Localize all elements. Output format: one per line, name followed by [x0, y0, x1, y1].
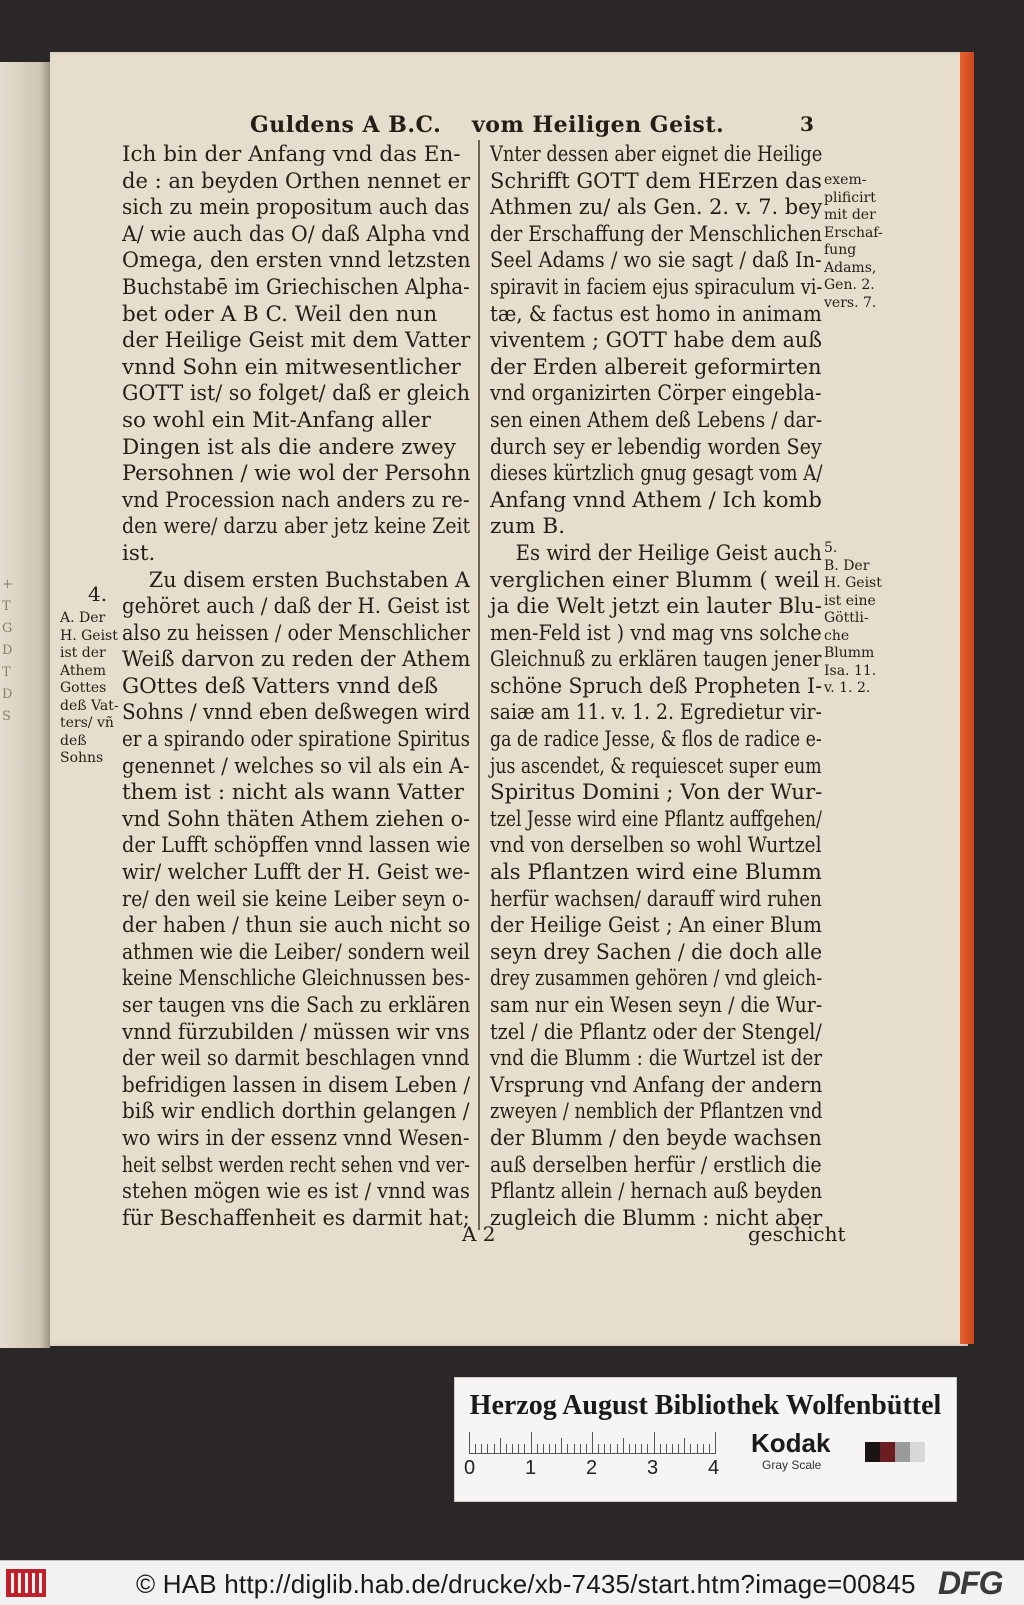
margin-note-right-2	[824, 540, 882, 698]
ruler-tick	[617, 1444, 618, 1454]
text-line: drey zusammen gehören / vnd gleich-	[490, 966, 823, 992]
text-line: biß wir endlich dorthin gelangen /	[122, 1099, 470, 1125]
text-line: der Heilige Geist ; An einer Blum	[490, 913, 822, 939]
ruler-tick	[580, 1444, 581, 1454]
ruler-tick	[549, 1444, 550, 1454]
text-line: A/ wie auch das O/ daß Alpha vnd	[122, 221, 471, 247]
ruler-tick	[494, 1444, 495, 1454]
margin-note-line: H. Geist	[824, 575, 882, 591]
margin-note-line: v. 1. 2.	[824, 680, 871, 696]
left-text-column	[122, 142, 470, 1232]
text-line: Schrifft GOTT dem HErzen das	[490, 168, 822, 194]
text-line: vnnd Sohn ein mitwesentlicher	[122, 354, 461, 380]
ruler-number: 1	[525, 1457, 537, 1479]
right-text-column	[490, 142, 822, 1232]
ruler-tick	[660, 1444, 661, 1454]
ruler-tick	[715, 1432, 716, 1454]
text-line: re/ den weil sie keine Leiber seyn o-	[122, 886, 470, 912]
text-line: Es wird der Heilige Geist auch	[515, 540, 822, 566]
text-line: der Heilige Geist mit dem Vatter	[122, 328, 471, 354]
text-line: befridigen lassen in disem Leben /	[122, 1072, 471, 1098]
text-line: vnd Procession nach anders zu re-	[122, 487, 470, 513]
ruler-tick	[666, 1444, 667, 1454]
ruler-tick	[623, 1438, 624, 1454]
ruler-tick	[475, 1444, 476, 1454]
margin-note-line: A. Der	[60, 610, 106, 626]
text-line: der Erden albereit geformirten	[490, 354, 822, 380]
ruler-tick	[561, 1438, 562, 1454]
text-line: Gleichnuß zu erklären taugen jener	[490, 647, 822, 673]
ruler-tick	[592, 1432, 593, 1454]
hab-logo-icon	[6, 1569, 46, 1597]
ruler-tick	[654, 1432, 655, 1454]
ruler-tick	[543, 1444, 544, 1454]
ruler-tick	[512, 1444, 513, 1454]
text-line: ist.	[122, 540, 156, 566]
ruler-tick	[709, 1444, 710, 1454]
ruler-tick	[518, 1444, 519, 1454]
text-line: den were/ darzu aber jetz keine Zeit	[122, 514, 471, 540]
text-line: Omega, den ersten vnnd letzsten	[122, 248, 471, 274]
color-target-card	[454, 1377, 957, 1502]
text-line: wo wirs in der essenz vnnd Wesen-	[122, 1125, 470, 1151]
margin-note-line: Gen. 2.	[824, 277, 875, 293]
text-line: der Blumm / den beyde wachsen	[490, 1125, 822, 1151]
scale-ruler	[464, 1430, 720, 1479]
text-line: Weiß darvon zu reden der Athem	[122, 647, 471, 673]
text-line: GOttes deß Vatters vnnd deß	[122, 673, 439, 699]
text-line: Ich bin der Anfang vnd das En-	[122, 142, 461, 167]
running-title-left: Guldens A B.C.	[250, 112, 442, 138]
text-line: wir/ welcher Lufft der H. Geist we-	[122, 860, 471, 886]
text-line: tzel / die Pflantz oder der Stengel/	[490, 1019, 822, 1045]
text-line: saiæ am 11. v. 1. 2. Egredietur vir-	[490, 700, 822, 726]
text-line: heit selbst werden recht sehen vnd ver-	[122, 1152, 470, 1178]
ruler-tick	[697, 1444, 698, 1454]
margin-note-line: Athem	[60, 662, 107, 679]
margin-note-right-1	[824, 172, 883, 312]
bleed-char: D	[2, 643, 13, 658]
margin-note-line: Blumm	[824, 645, 875, 661]
ruler-tick	[610, 1444, 611, 1454]
ruler-tick	[678, 1444, 679, 1454]
margin-note-line: exem-	[824, 172, 867, 188]
ruler-tick	[598, 1444, 599, 1454]
footer-bar	[0, 1560, 1024, 1605]
ruler-tick	[690, 1444, 691, 1454]
ruler-tick	[537, 1444, 538, 1454]
text-line: ser taugen vns die Sach zu erklären	[122, 993, 471, 1018]
text-line: vnd die Blumm : die Wurtzel ist der	[490, 1046, 823, 1072]
footer-url-text[interactable]: © HAB http://diglib.hab.de/drucke/xb-7435/start.htm?image=00845	[136, 1569, 916, 1599]
text-line: sen einen Athem deß Lebens / dar-	[490, 407, 823, 433]
margin-note-line: 5.	[824, 540, 838, 556]
text-line: athmen wie die Leiber/ sondern weil	[122, 939, 470, 965]
text-line: gehöret auch / daß der H. Geist ist	[122, 594, 470, 620]
text-line: der weil so darmit beschlagen vnnd	[122, 1046, 470, 1072]
text-line: Anfang vnnd Athem / Ich komb	[490, 487, 822, 513]
margin-note-line: H. Geist	[60, 627, 118, 644]
ruler-tick	[567, 1444, 568, 1454]
gray-patches	[865, 1442, 925, 1462]
section-number: 4.	[88, 582, 108, 606]
kodak-logo: Kodak	[751, 1428, 831, 1458]
text-line: seyn drey Sachen / die doch alle	[490, 939, 823, 965]
dfg-logo: DFG	[938, 1565, 1003, 1601]
column-rule	[478, 140, 480, 1230]
text-line: Pflantz allein / hernach auß beyden	[490, 1179, 823, 1205]
text-line: them ist : nicht als wann Vatter	[122, 780, 464, 806]
margin-note-line: fung	[824, 242, 857, 258]
text-line: de : an beyden Orthen nennet er	[122, 168, 471, 194]
text-line: spiravit in faciem ejus spiraculum vi-	[490, 274, 823, 300]
margin-note-line: ist eine	[824, 592, 876, 609]
text-line: Zu disem ersten Buchstaben A	[148, 567, 470, 593]
ruler-tick	[684, 1438, 685, 1454]
text-line: keine Menschliche Gleichnussen bes-	[122, 966, 471, 992]
ruler-tick	[647, 1444, 648, 1454]
catchword: geschicht	[748, 1222, 846, 1246]
margin-note-line: Isa. 11.	[824, 662, 877, 679]
text-line: GOTT ist/ so folget/ daß er gleich	[122, 381, 471, 407]
text-line: also zu heissen / oder Menschlicher	[122, 620, 471, 646]
ruler-tick	[604, 1444, 605, 1454]
text-line: stehen mögen wie es ist / vnnd was	[122, 1179, 470, 1205]
ruler-number: 2	[586, 1457, 598, 1479]
card-title: Herzog August Bibliothek Wolfenbüttel	[469, 1390, 942, 1421]
bleed-char: D	[2, 687, 13, 702]
text-line: sich zu mein propositum auch das	[122, 195, 470, 221]
text-line: zweyen / nemblich der Pflantzen vnd	[490, 1099, 823, 1125]
margin-note-line: plificirt	[824, 189, 876, 206]
ruler-tick	[531, 1432, 532, 1454]
bleed-char: +	[2, 577, 13, 592]
bleed-char: G	[2, 621, 13, 636]
ruler-tick	[586, 1444, 587, 1454]
text-line: Persohnen / wie wol der Persohn	[122, 461, 471, 487]
text-line: der Lufft schöpffen vnnd lassen wie	[122, 833, 471, 859]
text-line: herfür wachsen/ darauff wird ruhen	[490, 886, 822, 912]
text-line: viventem ; GOTT habe dem auß	[490, 328, 823, 354]
ruler-number: 4	[708, 1457, 720, 1479]
text-line: der Erschaffung der Menschlichen	[490, 221, 823, 247]
text-line: men-Feld ist ) vnd mag vns solche	[490, 620, 822, 646]
ruler-number: 3	[647, 1457, 659, 1479]
ruler-number: 0	[464, 1457, 476, 1479]
text-line: so wohl ein Mit-Anfang aller	[122, 407, 431, 433]
bleed-char: T	[2, 599, 11, 614]
text-line: Dingen ist als die andere zwey	[122, 434, 456, 460]
text-line: tæ, & factus est homo in animam	[490, 301, 822, 327]
text-line: vnnd fürzubilden / müssen wir vns	[122, 1019, 470, 1045]
text-line: als Pflantzen wird eine Blumm	[490, 860, 822, 886]
ruler-tick	[574, 1444, 575, 1454]
ruler-tick	[469, 1432, 470, 1454]
text-line: auß derselben herfür / erstlich die	[490, 1152, 822, 1178]
text-line: jus ascendet, & requiescet super eum	[490, 753, 822, 779]
text-line: schöne Spruch deß Propheten I-	[490, 673, 823, 699]
text-line: der haben / thun sie auch nicht so	[122, 913, 471, 939]
text-line: dieses kürtzlich gnug gesagt vom A/	[490, 461, 823, 487]
ruler-tick	[555, 1444, 556, 1454]
ruler-tick	[487, 1444, 488, 1454]
text-line: verglichen einer Blumm ( weil	[490, 567, 820, 593]
text-line: zum B.	[490, 514, 566, 540]
signature-mark: A 2	[462, 1222, 496, 1246]
text-line: ja die Welt jetzt ein lauter Blu-	[490, 594, 822, 620]
text-line: ga de radice Jesse, & flos de radice e-	[490, 727, 822, 753]
ruler-tick	[524, 1444, 525, 1454]
text-line: Vnter dessen aber eignet die Heilige	[490, 142, 823, 167]
margin-note-line: Gottes	[60, 680, 107, 696]
margin-note-line: deß	[60, 732, 87, 749]
text-line: tzel Jesse wird eine Pflantz auffgehen/	[490, 806, 822, 832]
margin-note-line: che	[824, 627, 850, 644]
running-title-right: vom Heiligen Geist.	[472, 112, 725, 138]
margin-note-line: Sohns	[60, 750, 104, 766]
margin-note-line: B. Der	[824, 557, 870, 574]
text-line: Vrsprung vnd Anfang der andern	[490, 1072, 823, 1098]
gray-scale-label: Gray Scale	[762, 1458, 822, 1472]
page-edge-red	[960, 52, 974, 1344]
ruler-tick	[641, 1444, 642, 1454]
text-line: durch sey er lebendig worden Sey	[490, 434, 822, 460]
page-number: 3	[800, 112, 814, 136]
text-line: Sohns / vnnd eben deßwegen wird	[122, 700, 471, 726]
text-line: Buchstabē im Griechischen Alpha-	[122, 274, 470, 300]
text-line: sam nur ein Wesen seyn / die Wur-	[490, 993, 823, 1018]
bleed-char: S	[2, 709, 11, 724]
text-line: vnd organizirten Cörper eingebla-	[490, 381, 822, 407]
margin-note-line: Erschaf-	[824, 224, 883, 241]
text-line: bet oder A B C. Weil den nun	[122, 301, 438, 327]
text-line: vnd Sohn thäten Athem ziehen o-	[122, 806, 470, 832]
text-line: er a spirando oder spiratione Spiritus	[122, 727, 471, 753]
ruler-tick	[629, 1444, 630, 1454]
text-line: für Beschaffenheit es darmit hat;	[122, 1205, 470, 1231]
text-line: Seel Adams / wo sie sagt / daß In-	[490, 248, 822, 274]
bleed-char: T	[2, 665, 11, 680]
ruler-tick	[672, 1444, 673, 1454]
ruler-tick	[703, 1444, 704, 1454]
margin-note-line: Göttli-	[824, 610, 869, 626]
ruler-tick	[506, 1444, 507, 1454]
ruler-tick	[481, 1444, 482, 1454]
left-page-edge	[0, 62, 50, 1348]
margin-note-line: mit der	[824, 207, 876, 223]
text-line: vnd von derselben so wohl Wurtzel	[490, 833, 822, 859]
margin-note-line: ters/ vñ	[60, 715, 114, 731]
text-line: Spiritus Domini ; Von der Wur-	[490, 780, 823, 806]
text-line: Athmen zu/ als Gen. 2. v. 7. bey	[490, 195, 823, 221]
ruler-tick	[500, 1438, 501, 1454]
margin-note-line: Adams,	[824, 259, 877, 276]
margin-note-line: deß Vat-	[60, 697, 119, 714]
text-line: genennet / welches so vil als ein A-	[122, 753, 470, 779]
margin-note-line: vers. 7.	[824, 294, 877, 311]
margin-note-left	[60, 610, 119, 768]
ruler-tick	[635, 1444, 636, 1454]
text-line: zugleich die Blumm : nicht aber	[490, 1205, 823, 1231]
margin-note-line: ist der	[60, 645, 106, 661]
